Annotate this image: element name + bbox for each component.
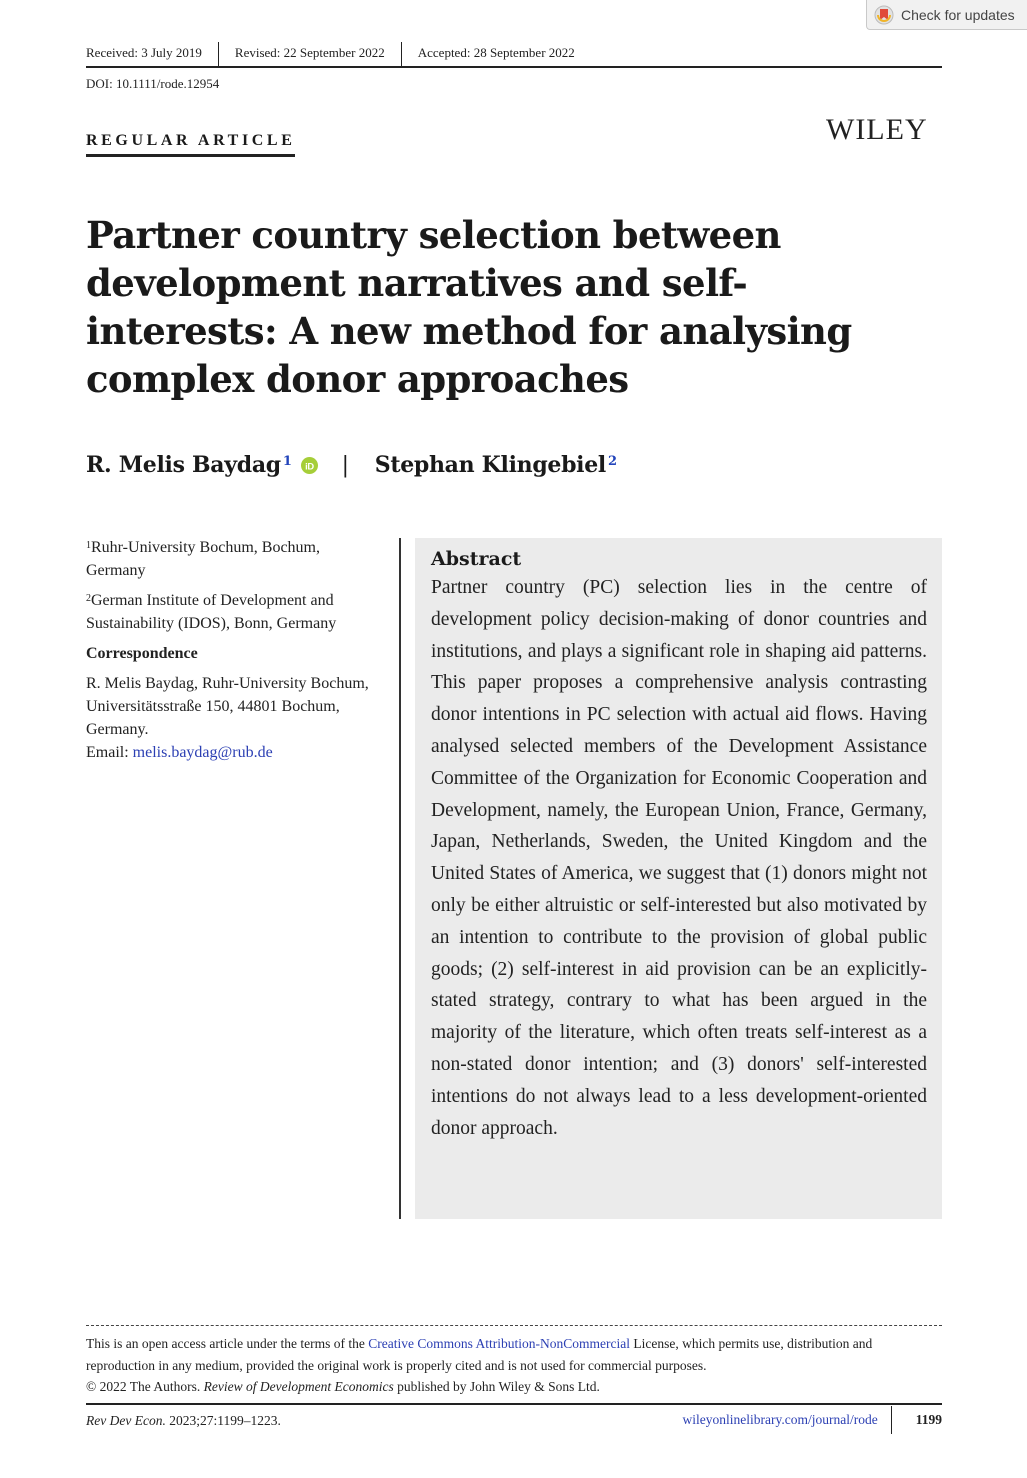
email-link[interactable]: melis.baydag@rub.de: [132, 744, 273, 761]
article-title: Partner country selection between development narratives and self-interests: A new method for analysing complex donor approaches: [86, 213, 852, 401]
page-number: 1199: [915, 1412, 942, 1427]
journal-abbrev: Rev Dev Econ.: [86, 1413, 166, 1428]
license-link[interactable]: Creative Commons Attribution-NonCommercial: [368, 1336, 630, 1351]
check-updates-label: Check for updates: [901, 6, 1015, 23]
abstract-box: [415, 538, 942, 1219]
journal-name: Review of Development Economics: [203, 1379, 394, 1394]
check-updates-icon: [874, 5, 894, 25]
author-name: R. Melis Baydag: [86, 452, 281, 478]
author-affiliation-mark: 1: [282, 453, 292, 469]
header-divider: [86, 66, 942, 68]
author-affiliation-mark: 2: [608, 453, 617, 469]
copyright-text: © 2022 The Authors.: [86, 1379, 204, 1394]
license-text: License, which permits use, distribution and reproduction in any medium, provided the original work is properly cited and is not used for commercial purposes.: [86, 1336, 873, 1373]
correspondence-heading: Correspondence: [86, 645, 198, 662]
affiliation-number: 2: [86, 593, 91, 604]
column-divider: [399, 538, 401, 1219]
correspondence-text: R. Melis Baydag, Ruhr-University Bochum, Universitätsstraße 150, 44801 Bochum, Germany.: [86, 675, 369, 738]
license-divider: [86, 1325, 942, 1326]
journal-url-link[interactable]: wileyonlinelibrary.com/journal/rode: [683, 1406, 892, 1434]
license-notice: [86, 1333, 942, 1398]
license-text: This is an open access article under the terms of the: [86, 1336, 369, 1351]
author-separator: |: [341, 452, 349, 478]
abstract-heading: Abstract: [431, 548, 522, 570]
affiliation-text: German Institute of Development and Sustainability (IDOS), Bonn, Germany: [86, 592, 337, 632]
email-label: Email:: [86, 744, 133, 761]
accepted-date: Accepted: 28 September 2022: [401, 42, 591, 66]
orcid-icon[interactable]: [301, 457, 318, 474]
correspondence-address: [86, 672, 376, 764]
author-name: Stephan Klingebiel: [374, 452, 606, 478]
affiliation-number: 1: [86, 540, 91, 551]
section-label: REGULAR ARTICLE: [86, 132, 295, 157]
svg-text:iD: iD: [304, 460, 314, 471]
doi: DOI: 10.1111/rode.12954: [86, 76, 220, 91]
citation: [86, 1413, 281, 1429]
affiliation: [86, 589, 376, 635]
affiliation-text: Ruhr-University Bochum, Bochum, Germany: [86, 539, 320, 579]
citation-text: 2023;27:1199–1223.: [165, 1413, 281, 1428]
affiliations-column: [86, 536, 376, 764]
abstract-text: Partner country (PC) selection lies in the centre of development policy decision-making of donor countries and institutions, and plays a significant role in shaping aid patterns. This paper proposes a comprehensive analysis contrasting donor intentions in PC selection with actual aid flows. Having analysed selected members of the Development Assistance Committee of the Organization for Economic Cooperation and Development, namely, the European Union, France, Germany, Japan, Netherlands, Sweden, the United Kingdom and the United States of America, we suggest that (1) donors might not only be either altruistic or self-interested but also motivated by an intention to contribute to the provision of global public goods; (2) self-interest in aid provision can be an explicitly-stated strategy, contrary to what has been argued in the majority of the literature, which often treats self-interest as a non-stated donor intention; and (3) donors' self-interested intentions do not always lead to a less development-oriented donor approach.: [431, 577, 927, 1139]
author-list: [86, 452, 617, 478]
copyright-text: published by John Wiley & Sons Ltd.: [393, 1379, 600, 1394]
check-for-updates-button[interactable]: [866, 0, 1027, 30]
footer-right: [683, 1406, 942, 1434]
received-date: Received: 3 July 2019: [86, 45, 202, 60]
footer-divider: [86, 1403, 942, 1405]
affiliation: [86, 536, 376, 582]
revised-date: Revised: 22 September 2022: [218, 42, 401, 66]
article-dates: [86, 42, 591, 66]
publisher-logo: WILEY: [826, 113, 928, 146]
